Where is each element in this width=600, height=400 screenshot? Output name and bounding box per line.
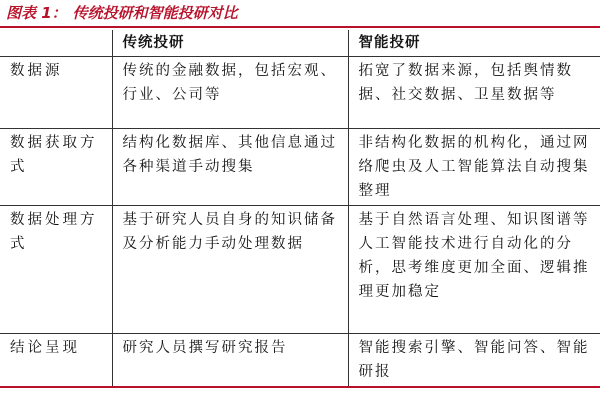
row-traditional: 基于研究人员自身的知识储备及分析能力手动处理数据 <box>112 206 348 334</box>
row-aspect: 数据处理方式 <box>0 206 112 334</box>
header-traditional: 传统投研 <box>112 30 348 57</box>
table-row <box>0 206 600 334</box>
header-intelligent: 智能投研 <box>348 30 600 57</box>
header-aspect <box>0 30 112 57</box>
row-aspect: 数据源 <box>0 57 112 129</box>
row-traditional: 研究人员撰写研究报告 <box>112 334 348 388</box>
row-traditional: 传统的金融数据，包括宏观、行业、公司等 <box>112 57 348 129</box>
row-intelligent: 基于自然语言处理、知识图谱等人工智能技术进行自动化的分析，思考维度更加全面、逻辑推理更加稳定 <box>348 206 600 334</box>
comparison-table <box>0 30 600 388</box>
table-row <box>0 57 600 129</box>
caption-title: 传统投研和智能投研对比 <box>72 4 238 22</box>
row-aspect: 数据获取方式 <box>0 129 112 206</box>
row-traditional: 结构化数据库、其他信息通过各种渠道手动搜集 <box>112 129 348 206</box>
row-intelligent: 智能搜索引擎、智能问答、智能研报 <box>348 334 600 388</box>
figure-caption <box>0 0 600 28</box>
row-aspect: 结论呈现 <box>0 334 112 388</box>
table-header-row <box>0 30 600 57</box>
table-row <box>0 334 600 388</box>
row-intelligent: 拓宽了数据来源，包括舆情数据、社交数据、卫星数据等 <box>348 57 600 129</box>
caption-label: 图表 1： <box>6 4 67 22</box>
table-row <box>0 129 600 206</box>
row-intelligent: 非结构化数据的机构化，通过网络爬虫及人工智能算法自动搜集整理 <box>348 129 600 206</box>
